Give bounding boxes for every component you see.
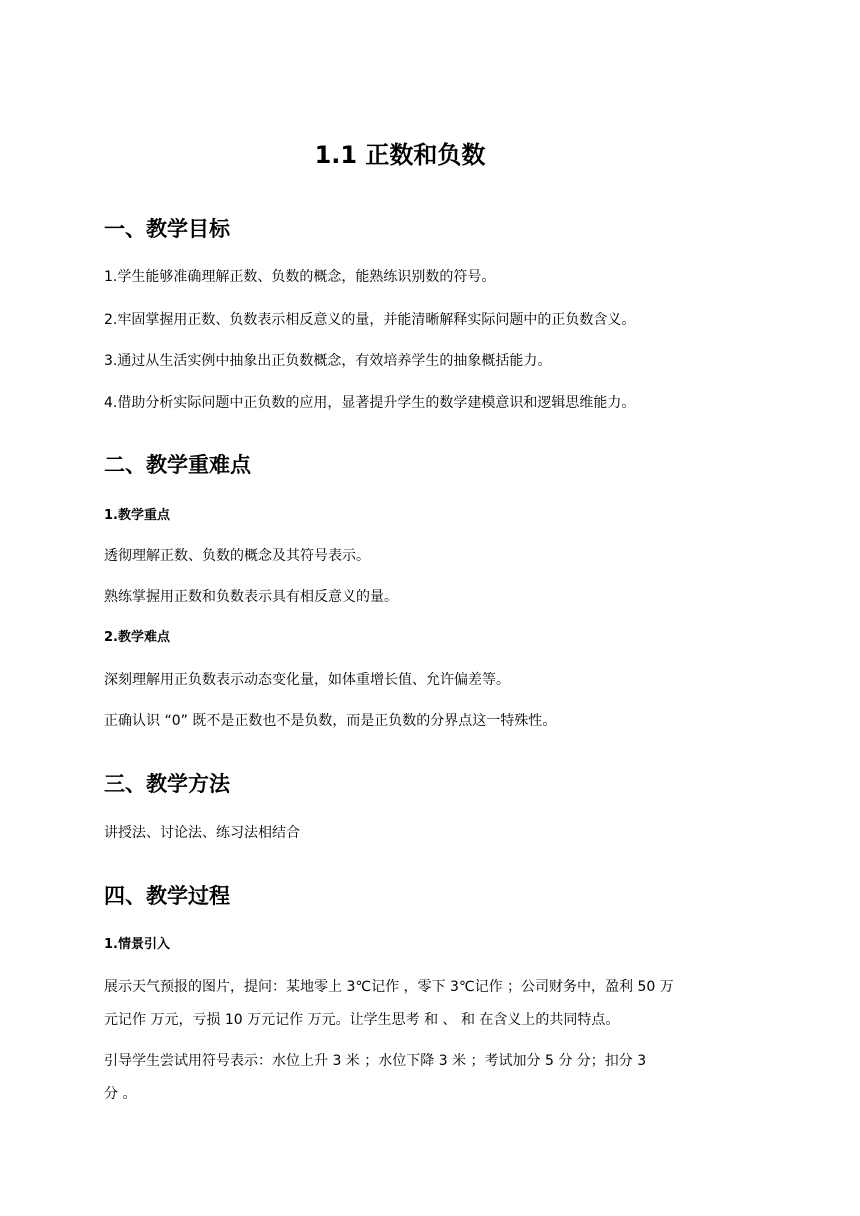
intro-line: 展示天气预报的图片，提问：某地零上 3℃记作 ，零下 3℃记作 ；公司财务中，盈利 50 万 [104, 979, 674, 995]
focus-item: 透彻理解正数、负数的概念及其符号表示。 [104, 548, 370, 564]
focus-item: 熟练掌握用正数和负数表示具有相反意义的量。 [104, 589, 398, 605]
section-heading-objectives: 一、教学目标 [104, 217, 230, 241]
subheading-difficulty: 2.教学难点 [104, 630, 170, 645]
intro-line: 引导学生尝试用符号表示：水位上升 3 米 ；水位下降 3 米 ；考试加分 5 分 分；扣分 3 [104, 1053, 647, 1069]
intro-line: 元记作 万元，亏损 10 万元记作 万元。让学生思考 和 、 和 在含义上的共同特点。 [104, 1012, 620, 1028]
section-heading-process: 四、教学过程 [104, 884, 230, 908]
intro-line: 分 。 [104, 1086, 137, 1102]
objective-item: 1.学生能够准确理解正数、负数的概念，能熟练识别数的符号。 [104, 269, 496, 285]
difficulty-item: 深刻理解用正负数表示动态变化量，如体重增长值、允许偏差等。 [104, 672, 510, 688]
page-title: 1.1 正数和负数 [314, 141, 486, 169]
subheading-focus: 1.教学重点 [104, 508, 170, 523]
objective-item: 4.借助分析实际问题中正负数的应用，显著提升学生的数学建模意识和逻辑思维能力。 [104, 395, 636, 411]
methods-text: 讲授法、讨论法、练习法相结合 [104, 825, 300, 841]
section-heading-methods: 三、教学方法 [104, 772, 230, 796]
objective-item: 2.牢固掌握用正数、负数表示相反意义的量，并能清晰解释实际问题中的正负数含义。 [104, 312, 636, 328]
objective-item: 3.通过从生活实例中抽象出正负数概念，有效培养学生的抽象概括能力。 [104, 353, 552, 369]
difficulty-item: 正确认识 “0” 既不是正数也不是负数，而是正负数的分界点这一特殊性。 [104, 713, 557, 729]
section-heading-key-points: 二、教学重难点 [104, 453, 251, 477]
subheading-intro: 1.情景引入 [104, 937, 170, 952]
